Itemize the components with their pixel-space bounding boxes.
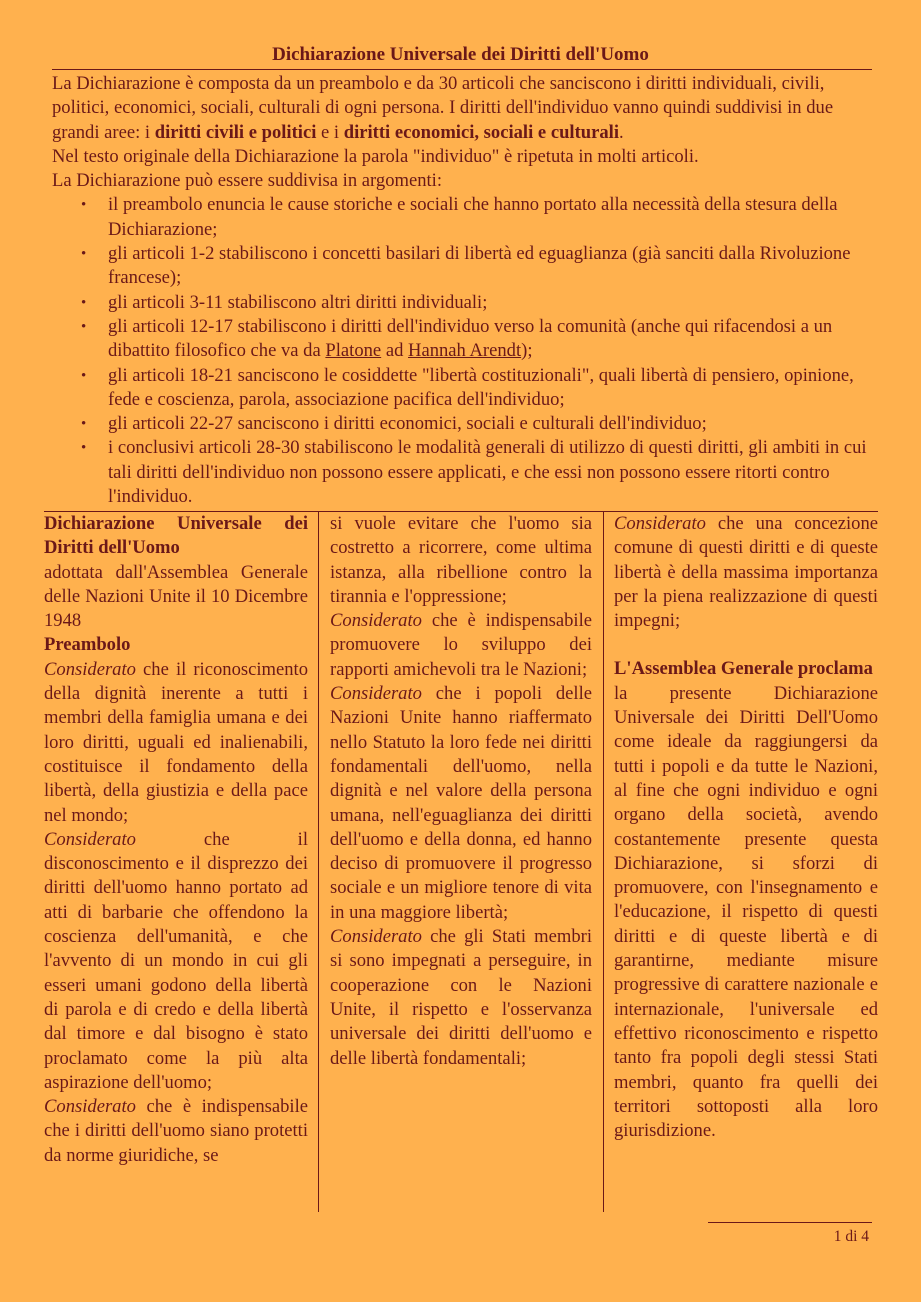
column-3 <box>614 512 878 1212</box>
clause-text: che è indispensabile che i diritti dell'uomo siano protetti da norme giuridiche, se <box>44 1096 308 1166</box>
intro-paragraph-2: Nel testo originale della Dichiarazione la parola "individuo" è ripetuta in molti articoli. <box>52 145 699 167</box>
column-2 <box>330 512 592 1212</box>
list-item: • gli articoli 22-27 sanciscono i diritti economici, sociali e culturali dell'individuo; <box>108 412 872 436</box>
spacer <box>614 633 878 657</box>
list-item: • gli articoli 1-2 stabiliscono i concetti basilari di libertà ed eguaglianza (già sanciti dalla Rivoluzione francese); <box>108 242 872 291</box>
considerato-italic: Considerato <box>330 926 422 948</box>
considerato-italic: Considerato <box>44 828 136 850</box>
clause-text: che una concezione comune di questi diritti e di queste libertà è della massima importanza per la piena realizzazione di questi impegni; <box>614 513 878 632</box>
intro-text: . <box>619 121 624 143</box>
considerato-italic: Considerato <box>330 610 422 632</box>
declaration-heading: Dichiarazione Universale dei Diritti dell'Uomo <box>44 513 308 559</box>
preamble-clause-7 <box>614 512 878 633</box>
column-separator <box>318 512 319 1212</box>
clause-text: che il riconoscimento della dignità inerente a tutti i membri della famiglia umana e dei loro diritti, uguali ed inalienabili, costituisce il fondamento della libertà, della giustizia e della pace nel mondo; <box>44 658 308 826</box>
footer-rule <box>708 1222 872 1223</box>
list-item: • il preambolo enuncia le cause storiche e sociali che hanno portato alla necessità della stesura della Dichiarazione; <box>108 193 872 242</box>
preamble-clause-5 <box>330 682 592 925</box>
clause-text: che i popoli delle Nazioni Unite hanno riaffermato nello Statuto la loro fede nei diritti fondamentali dell'uomo, nella dignità e nel valore della persona umana, nell'eguaglianza dei diritti dell'uomo e della donna, ed hanno deciso di promuovere il progresso sociale e un migliore tenore di vita in una maggiore libertà; <box>330 683 592 923</box>
list-item-text: ad <box>381 340 409 362</box>
page-number: 1 di 4 <box>833 1228 869 1245</box>
intro-bold-civil: diritti civili e politici <box>154 121 317 143</box>
topics-list <box>52 193 872 509</box>
intro-text: e i <box>316 121 344 143</box>
considerato-italic: Considerato <box>614 513 706 534</box>
intro-paragraph-3: La Dichiarazione può essere suddivisa in argomenti: <box>52 170 443 192</box>
intro-bold-economic: diritti economici, sociali e culturali <box>343 121 619 143</box>
preamble-clause-3-continued: si vuole evitare che l'uomo sia costretto a ricorrere, come ultima istanza, alla ribellione contro la tirannia e l'oppressione; <box>330 513 592 607</box>
clause-text: che il disconoscimento e il disprezzo dei diritti dell'uomo hanno portato ad atti di barbarie che offendono la coscienza dell'umanità, e che l'avvento di un mondo in cui gli esseri umani godono della libertà di parola e di credo e della libertà dal timore e dal bisogno è stato proclamato come la più alta aspirazione dell'uomo; <box>44 828 308 1093</box>
list-item-text: ); <box>521 340 533 362</box>
preamble-clause-4 <box>330 609 592 682</box>
preamble-clause-1 <box>44 658 308 828</box>
column-1 <box>44 512 308 1212</box>
list-item: • i conclusivi articoli 28-30 stabiliscono le modalità generali di utilizzo di questi diritti, gli ambiti in cui tali diritti dell'individuo non possono essere applicati, e che essi non possono essere ritorti contro l'individuo. <box>108 436 872 509</box>
intro-text: La Dichiarazione è composta da un preambolo e da 30 articoli che sanciscono i diritti individuali, civili, politici, economici, sociali, culturali di ogni persona. I diritti dell'individuo vanno quindi suddivisi in due grandi aree: i <box>52 73 834 143</box>
adoption-note: adottata dall'Assemblea Generale delle Nazioni Unite il 10 Dicembre 1948 <box>44 561 308 632</box>
title-underline <box>52 69 872 70</box>
link-platone[interactable]: Platone <box>325 340 382 362</box>
proclaim-heading: L'Assemblea Generale proclama <box>614 658 873 680</box>
link-hannah-arendt[interactable]: Hannah Arendt <box>408 340 522 362</box>
preamble-heading: Preambolo <box>44 634 131 656</box>
considerato-italic: Considerato <box>44 1096 136 1118</box>
preamble-clause-2 <box>44 828 308 1095</box>
intro-paragraph-1 <box>52 72 872 145</box>
list-item <box>108 315 872 364</box>
intro-section <box>52 72 872 509</box>
column-separator <box>603 512 604 1212</box>
clause-text: che gli Stati membri si sono impegnati a perseguire, in cooperazione con le Nazioni Unite, il rispetto e l'osservanza universale dei diritti dell'uomo e delle libertà fondamentali; <box>330 926 592 1069</box>
list-item-text: gli articoli 12-17 stabiliscono i diritti dell'individuo verso la comunità (anche qui rifacendosi a un dibattito filosofico che va da <box>108 315 833 362</box>
considerato-italic: Considerato <box>330 683 422 705</box>
page-title: Dichiarazione Universale dei Diritti dell'Uomo <box>272 44 649 65</box>
proclaim-text: la presente Dichiarazione Universale dei Diritti Dell'Uomo come ideale da raggiungersi da tutti i popoli e da tutte le Nazioni, al fine che ogni individuo e ogni organo della società, avendo costantemente presente questa Dichiarazione, si sforzi di promuovere, con l'insegnamento e l'educazione, il rispetto di questi diritti e di queste libertà e di garantirne, mediante misure progressive di carattere nazionale e internazionale, l'universale ed effettivo riconoscimento e rispetto tanto fra popoli degli stessi Stati membri, quanto fra quelli dei territori sottoposti alla loro giurisdizione. <box>614 682 878 1142</box>
list-item: • gli articoli 3-11 stabiliscono altri diritti individuali; <box>108 291 872 315</box>
considerato-italic: Considerato <box>44 658 136 680</box>
preamble-clause-3 <box>44 1095 308 1168</box>
list-item: • gli articoli 18-21 sanciscono le cosiddette "libertà costituzionali", quali libertà di pensiero, opinione, fede e coscienza, parola, associazione pacifica dell'individuo; <box>108 364 872 413</box>
clause-text: che è indispensabile promuovere lo sviluppo dei rapporti amichevoli tra le Nazioni; <box>330 610 592 680</box>
preamble-clause-6 <box>330 925 592 1071</box>
